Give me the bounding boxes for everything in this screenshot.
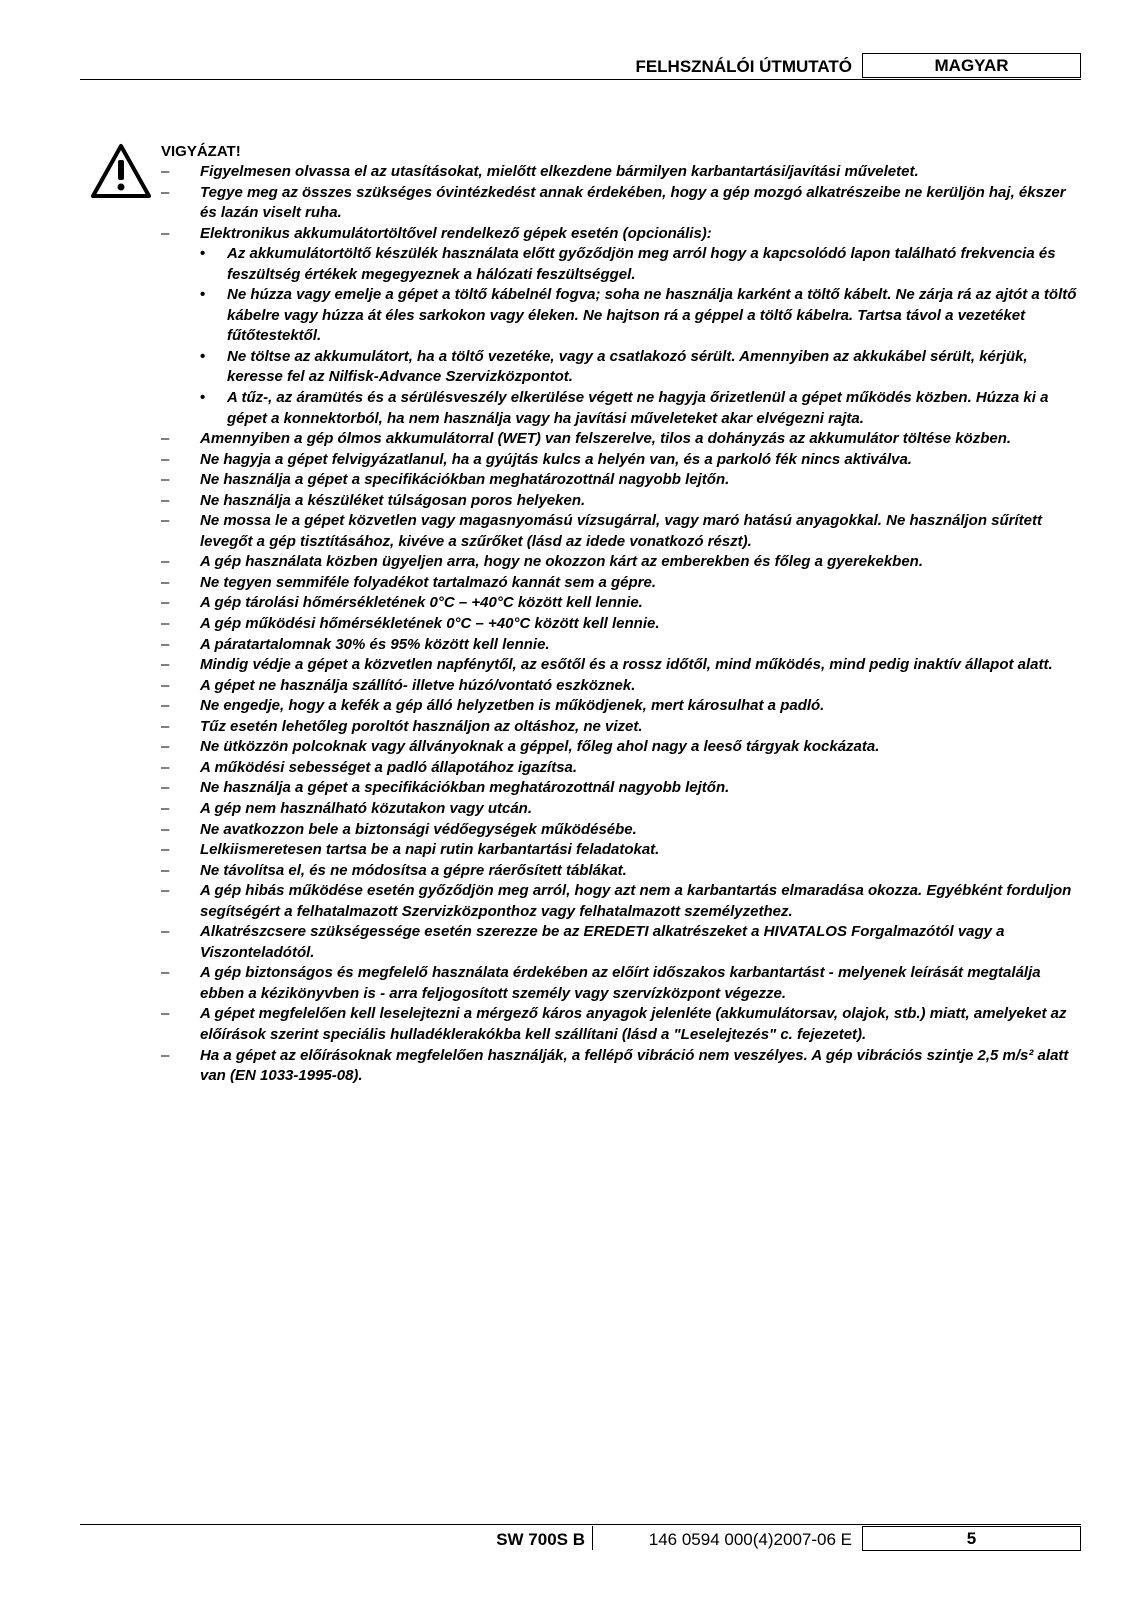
dash-marker: – bbox=[161, 512, 170, 530]
list-item-text: Ne engedje, hogy a kefék a gép álló helyzetben is működjenek, mert károsulhat a padló. bbox=[200, 697, 825, 715]
list-item bbox=[161, 820, 1083, 841]
list-item bbox=[161, 470, 1083, 491]
dash-marker: – bbox=[161, 758, 170, 776]
list-item bbox=[161, 1046, 1083, 1087]
list-item-text: Figyelmesen olvassa el az utasításokat, mielőtt elkezdene bármilyen karbantartási/javítási műveletet. bbox=[200, 163, 919, 180]
list-item bbox=[161, 758, 1083, 779]
list-item-text: Mindig védje a gépet a közvetlen napfénytől, az esőtől és a rossz időtől, mind működés, mind pedig inaktív állapot alatt. bbox=[200, 656, 1053, 674]
list-item-text: A gép biztonságos és megfelelő használata érdekében az előírt időszakos karbantartást - melyenek leírását megtalálja ebben a kézikönyvben is - arra feljogosított személy vagy szervízközpont végezze. bbox=[200, 964, 1041, 1002]
dash-marker: – bbox=[161, 450, 170, 468]
list-item-text: Ne használja a gépet a specifikációkban meghatározottnál nagyobb lejtőn. bbox=[200, 779, 730, 797]
list-item-text: A gép hibás működése esetén győződjön meg arról, hogy azt nem a karbantartás elmaradása okozza. Egyébként forduljon segítségért a felhatalmazott Szervizközponthoz vagy felhatalmazott személyzethez. bbox=[200, 882, 1072, 920]
warning-list bbox=[161, 162, 1083, 1087]
list-item bbox=[161, 922, 1083, 963]
list-item bbox=[161, 635, 1083, 656]
list-item bbox=[161, 778, 1083, 799]
dash-marker: – bbox=[161, 491, 170, 509]
list-item bbox=[161, 224, 1083, 245]
list-item-text: Ne avatkozzon bele a biztonsági védőegységek működésébe. bbox=[200, 820, 637, 838]
sub-list-item-text: A tűz-, az áramütés és a sérülésveszély elkerülése végett ne hagyja őrizetlenül a gépet működés közben. Húzza ki a gépet a konnektorból, ha nem használja vagy ha javítási műveleteket akar elvégezni rajta. bbox=[227, 389, 1049, 427]
list-item-text: Elektronikus akkumulátortöltővel rendelkező gépek esetén (opcionális): bbox=[200, 224, 712, 242]
dash-marker: – bbox=[161, 882, 170, 900]
footer-separator bbox=[592, 1526, 593, 1550]
list-item-text: Ha a gépet az előírásoknak megfelelően használják, a fellépő vibráció nem veszélyes. A gép vibrációs szintje 2,5 m/s² alatt van (EN 1033-1995-08). bbox=[200, 1046, 1069, 1085]
list-item bbox=[161, 573, 1083, 594]
model-name: SW 700S B bbox=[496, 1530, 585, 1549]
list-item-text: A gép tárolási hőmérsékletének 0°C – +40°C között kell lennie. bbox=[200, 594, 643, 612]
list-item-text: A gépet ne használja szállító- illetve húzó/vontató eszköznek. bbox=[200, 676, 636, 694]
footer-divider bbox=[80, 1524, 1081, 1525]
dash-marker: – bbox=[161, 820, 170, 838]
list-item-text: Ne mossa le a gépet közvetlen vagy magasnyomású vízsugárral, vagy maró hatású anyagokkal. Ne használjon sűrített levegőt a gép tisztításához, kivéve a szűrőket (lásd az idede vonatkozó részt). bbox=[200, 512, 1042, 550]
dash-marker: – bbox=[161, 841, 170, 859]
list-item bbox=[161, 552, 1083, 573]
list-item bbox=[161, 450, 1083, 471]
sub-list-item bbox=[161, 285, 1083, 347]
list-item-text: A gép nem használható közutakon vagy utcán. bbox=[200, 799, 533, 817]
list-item-text: Tegye meg az összes szükséges óvintézkedést annak érdekében, hogy a gép mozgó alkatrészeibe ne kerüljön haj, ékszer és lazán viselt ruha. bbox=[200, 183, 1066, 222]
sub-list-item bbox=[161, 388, 1083, 429]
language-label: MAGYAR bbox=[862, 53, 1081, 78]
list-item bbox=[161, 963, 1083, 1004]
dash-marker: – bbox=[161, 964, 170, 982]
list-item bbox=[161, 655, 1083, 676]
dash-marker: – bbox=[161, 717, 170, 735]
dash-marker: – bbox=[161, 183, 170, 201]
list-item-text: Ne használja a készüléket túlságosan poros helyeken. bbox=[200, 491, 586, 509]
dash-marker: – bbox=[161, 738, 170, 756]
dash-marker: – bbox=[161, 1046, 170, 1064]
list-item-text: Lelkiismeretesen tartsa be a napi rutin karbantartási feladatokat. bbox=[200, 841, 660, 859]
list-item-text: A gép működési hőmérsékletének 0°C – +40°C között kell lennie. bbox=[200, 615, 660, 633]
list-item bbox=[161, 491, 1083, 512]
list-item-text: Ne használja a gépet a specifikációkban meghatározottnál nagyobb lejtőn. bbox=[200, 471, 730, 489]
list-item bbox=[161, 429, 1083, 450]
list-item-text: Ne hagyja a gépet felvigyázatlanul, ha a gyújtás kulcs a helyén van, és a parkoló fék nincs aktiválva. bbox=[200, 450, 912, 468]
dash-marker: – bbox=[161, 635, 170, 653]
list-item-text: Tűz esetén lehetőleg poroltót használjon az oltáshoz, ne vizet. bbox=[200, 717, 643, 735]
list-item bbox=[161, 183, 1083, 224]
dash-marker: – bbox=[161, 471, 170, 489]
dash-marker: – bbox=[161, 697, 170, 715]
dash-marker: – bbox=[161, 656, 170, 674]
dash-marker: – bbox=[161, 676, 170, 694]
list-item bbox=[161, 840, 1083, 861]
list-item bbox=[161, 799, 1083, 820]
list-item-text: A gépet megfelelően kell leselejtezni a mérgező káros anyagok jelenléte (akkumulátorsav, olajok, stb.) miatt, amelyeket az előírások szerint speciális hulladéklerakókba kell szállítani (lásd a "Leselejtezés" c. fejezetet). bbox=[200, 1005, 1067, 1043]
list-item bbox=[161, 511, 1083, 552]
list-item-text: A működési sebességet a padló állapotához igazítsa. bbox=[200, 758, 578, 776]
list-item-text: A gép használata közben ügyeljen arra, hogy ne okozzon kárt az emberekben és főleg a gyerekekben. bbox=[200, 553, 924, 571]
list-item bbox=[161, 861, 1083, 882]
dash-marker: – bbox=[161, 430, 170, 448]
warning-heading: VIGYÁZAT! bbox=[161, 143, 241, 160]
list-item-text: Alkatrészcsere szükségessége esetén szerezze be az EREDETI alkatrészeket a HIVATALOS Forgalmazótól vagy a Viszonteladótól. bbox=[200, 923, 1005, 961]
sub-list-item-text: Az akkumulátortöltő készülék használata előtt győződjön meg arról hogy a kapcsolódó lapon található frekvencia és feszültség értékek megegyeznek a hálózati feszültséggel. bbox=[227, 245, 1056, 283]
sub-list-item-text: Ne húzza vagy emelje a gépet a töltő kábelnél fogva; soha ne használja karként a töltő kábelt. Ne zárja rá az ajtót a töltő kábelre vagy húzza át éles sarkokon vagy éleken. Ne hajtson rá a géppel a töltő kábelra. Tartsa távol a vezetéket fűtőtestektől. bbox=[227, 286, 1077, 345]
dash-marker: – bbox=[161, 224, 170, 242]
dash-marker: – bbox=[161, 1005, 170, 1023]
bullet-marker: • bbox=[200, 286, 206, 304]
bullet-marker: • bbox=[200, 389, 206, 407]
dash-marker: – bbox=[161, 923, 170, 941]
list-item bbox=[161, 593, 1083, 614]
header-divider bbox=[80, 79, 1081, 80]
dash-marker: – bbox=[161, 163, 170, 180]
list-item bbox=[161, 1004, 1083, 1045]
bullet-marker: • bbox=[200, 347, 206, 365]
list-item bbox=[161, 676, 1083, 697]
sub-list-item bbox=[161, 347, 1083, 388]
dash-marker: – bbox=[161, 615, 170, 633]
bullet-marker: • bbox=[200, 245, 206, 263]
list-item-text: A páratartalomnak 30% és 95% között kell lennie. bbox=[200, 635, 550, 653]
dash-marker: – bbox=[161, 779, 170, 797]
page-number: 5 bbox=[862, 1526, 1081, 1551]
document-code: 146 0594 000(4)2007-06 E bbox=[648, 1530, 852, 1549]
list-item bbox=[161, 737, 1083, 758]
list-item bbox=[161, 881, 1083, 922]
list-item-text: Ne távolítsa el, és ne módosítsa a gépre ráerősített táblákat. bbox=[200, 861, 627, 879]
list-item-text: Ne tegyen semmiféle folyadékot tartalmazó kannát sem a gépre. bbox=[200, 573, 656, 591]
list-item bbox=[161, 696, 1083, 717]
document-title: FELHSZNÁLÓI ÚTMUTATÓ bbox=[635, 57, 852, 76]
list-item-text: Amennyiben a gép ólmos akkumulátorral (WET) van felszerelve, tilos a dohányzás az akkumulátor töltése közben. bbox=[200, 430, 1012, 448]
list-item bbox=[161, 614, 1083, 635]
dash-marker: – bbox=[161, 799, 170, 817]
list-item bbox=[161, 162, 1083, 183]
list-item-text: Ne ütközzön polcoknak vagy állványoknak a géppel, főleg ahol nagy a leeső tárgyak kockázata. bbox=[200, 738, 880, 756]
warning-triangle-icon bbox=[90, 143, 152, 199]
dash-marker: – bbox=[161, 861, 170, 879]
list-item bbox=[161, 717, 1083, 738]
dash-marker: – bbox=[161, 553, 170, 571]
dash-marker: – bbox=[161, 573, 170, 591]
sub-list-item bbox=[161, 244, 1083, 285]
dash-marker: – bbox=[161, 594, 170, 612]
sub-list-item-text: Ne töltse az akkumulátort, ha a töltő vezetéke, vagy a csatlakozó sérült. Amennyiben az akkukábel sérült, kérjük, keresse fel az Nilfisk-Advance Szervizközpontot. bbox=[227, 347, 1028, 386]
